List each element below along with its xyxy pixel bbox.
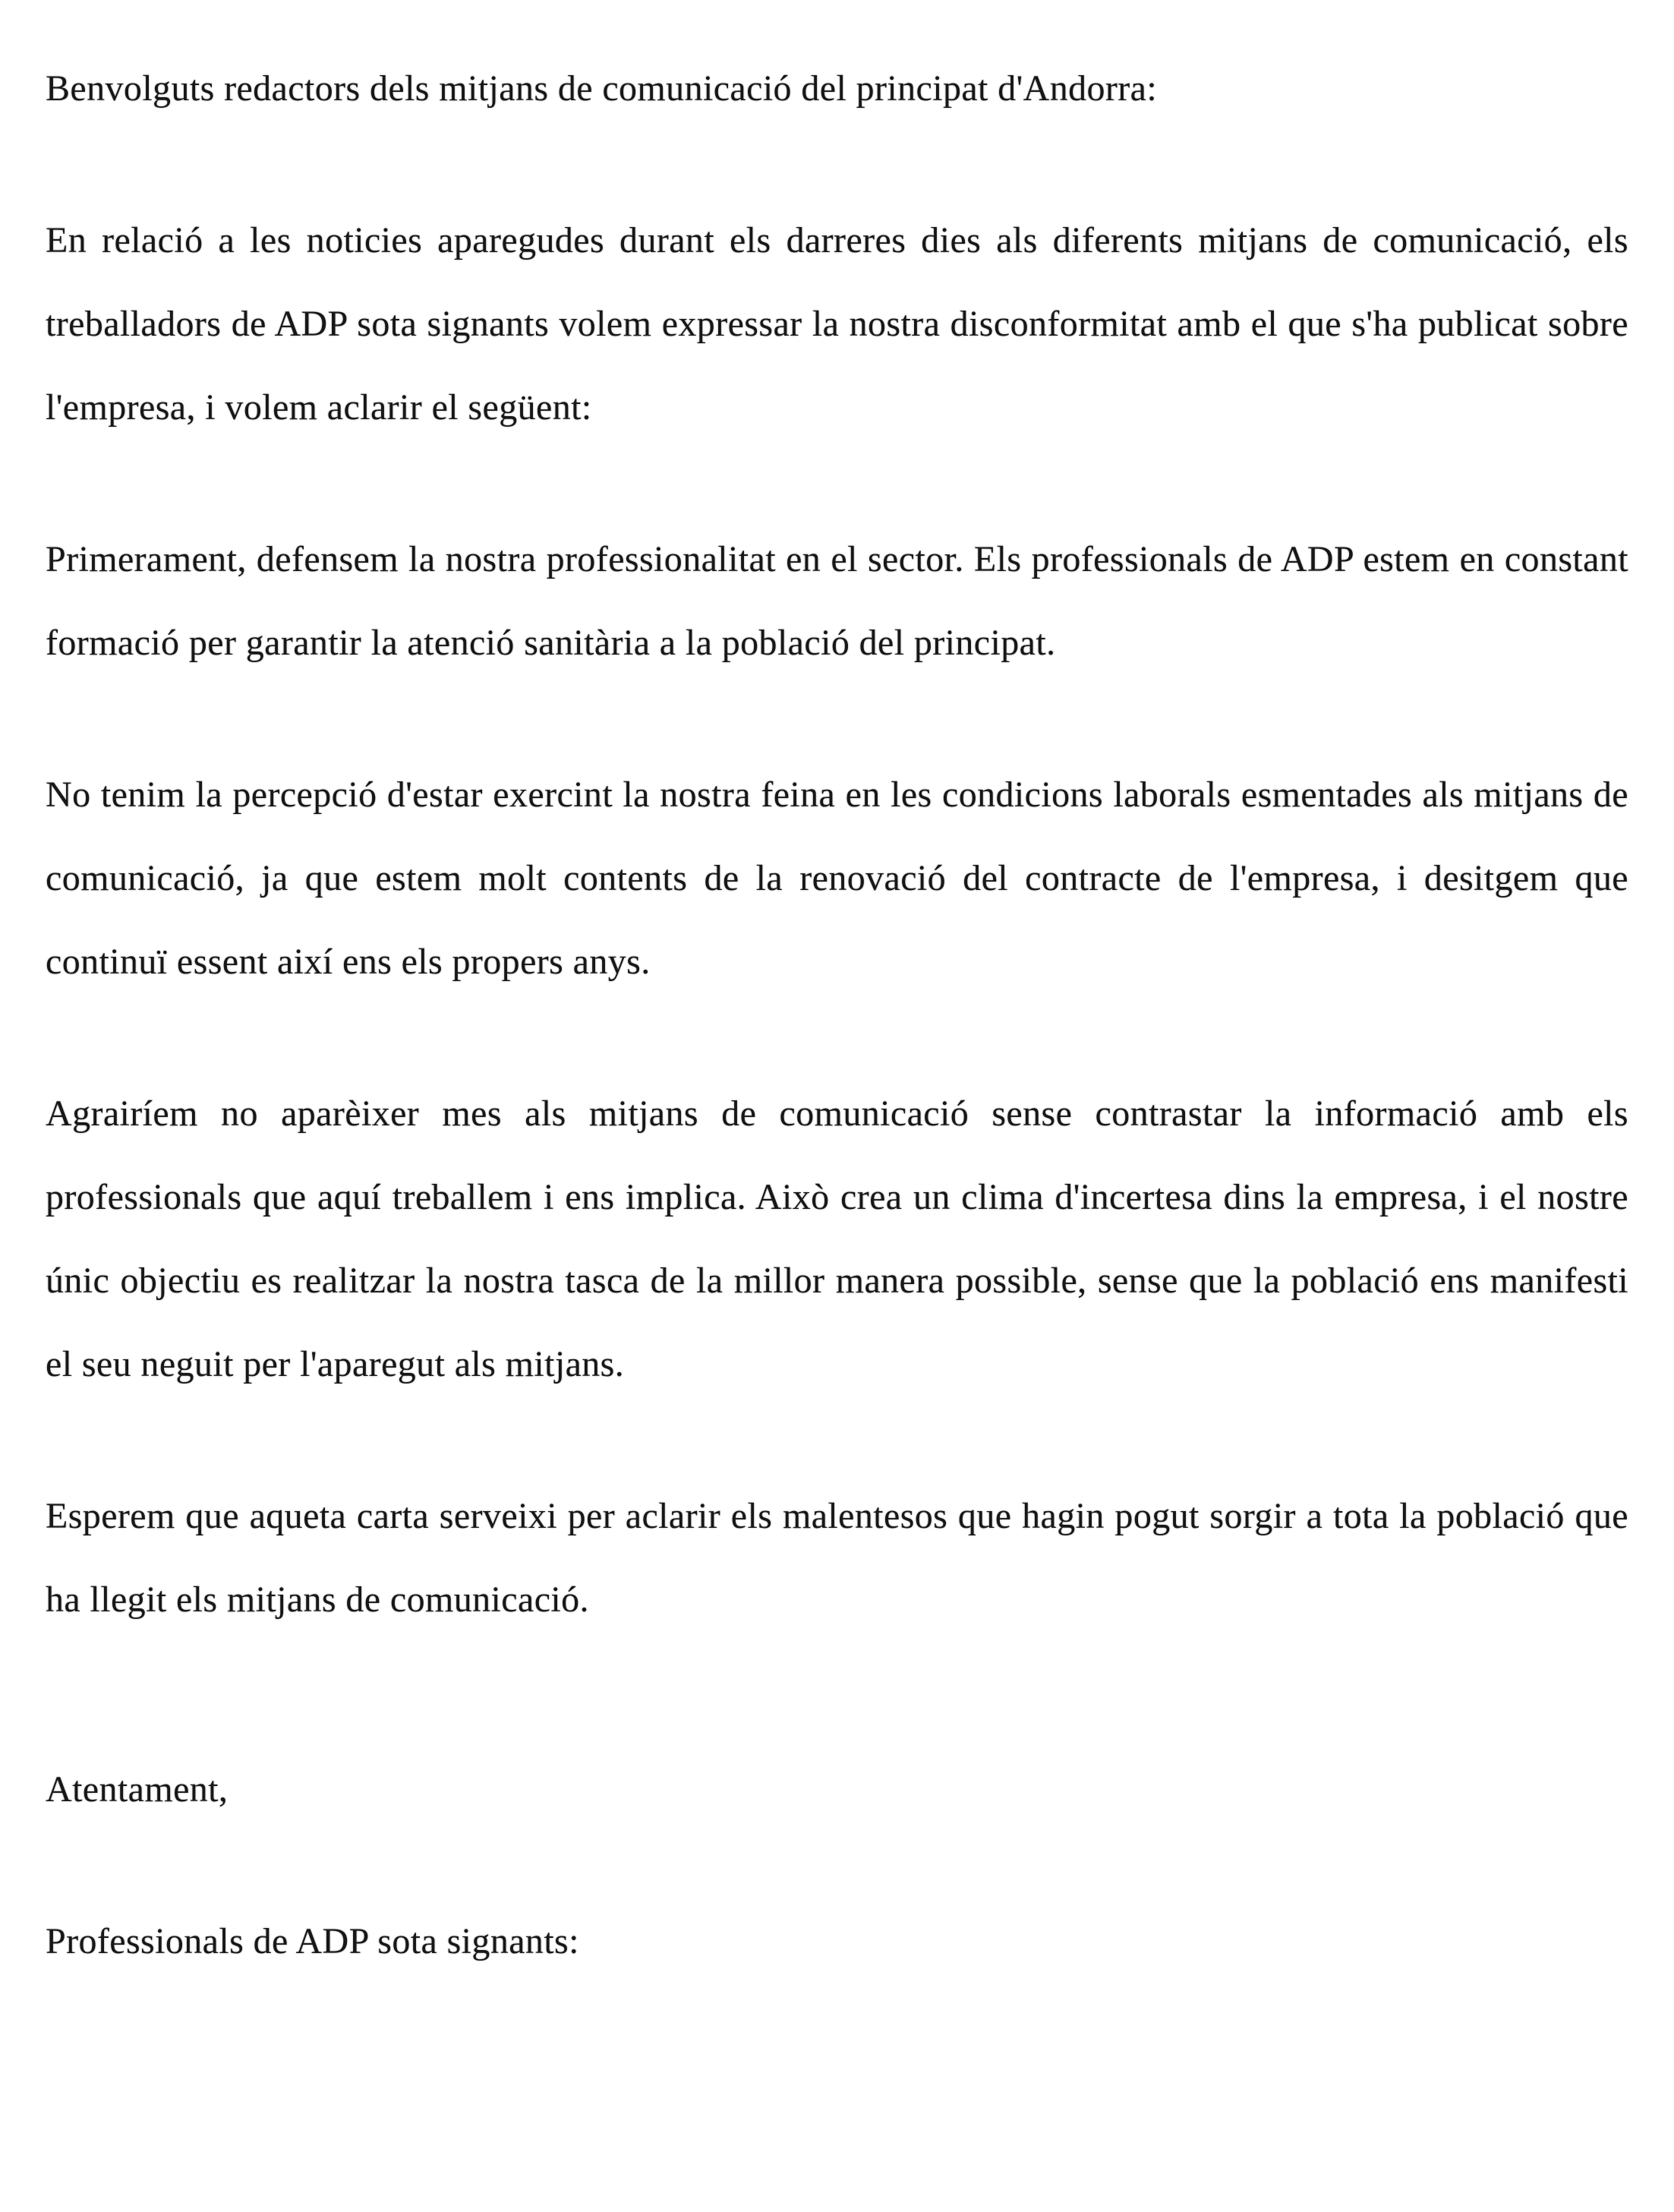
paragraph-condicions-laborals: No tenim la percepció d'estar exercint la nostra feina en les condicions laborals esmentades als mitjans de comunicació, ja que estem molt contents de la renovació del contracte de l'empresa, i desitgem que continuï essent així ens els propers anys. — [46, 775, 1628, 982]
greeting-line: Benvolguts redactors dels mitjans de comunicació del principat d'Andorra: — [46, 68, 1158, 109]
paragraph-relacio-noticies: En relació a les noticies aparegudes durant els darreres dies als diferents mitjans de comunicació, els treballadors de ADP sota signants volem expressar la nostra disconformitat amb el que s'ha publicat sobre l'empresa, i volem aclarir el següent: — [46, 220, 1628, 428]
signature-line: Professionals de ADP sota signants: — [46, 1921, 579, 1961]
paragraph-malentesos: Esperem que aqueta carta serveixi per aclarir els malentesos que hagin pogut sorgir a tota la població que ha llegit els mitjans de comunicació. — [46, 1496, 1628, 1620]
paragraph-professionalitat: Primerament, defensem la nostra professionalitat en el sector. Els professionals de ADP estem en constant formació per garantir la atenció sanitària a la població del principat. — [46, 539, 1628, 663]
paragraph-contrastar-informacio: Agrairíem no aparèixer mes als mitjans de comunicació sense contrastar la informació amb els professionals que aquí treballem i ens implica. Això crea un clima d'incertesa dins la empresa, i el nostre únic objectiu es realitzar la nostra tasca de la millor manera possible, sense que la població ens manifesti el seu neguit per l'aparegut als mitjans. — [46, 1093, 1628, 1384]
closing-line: Atentament, — [46, 1769, 229, 1810]
